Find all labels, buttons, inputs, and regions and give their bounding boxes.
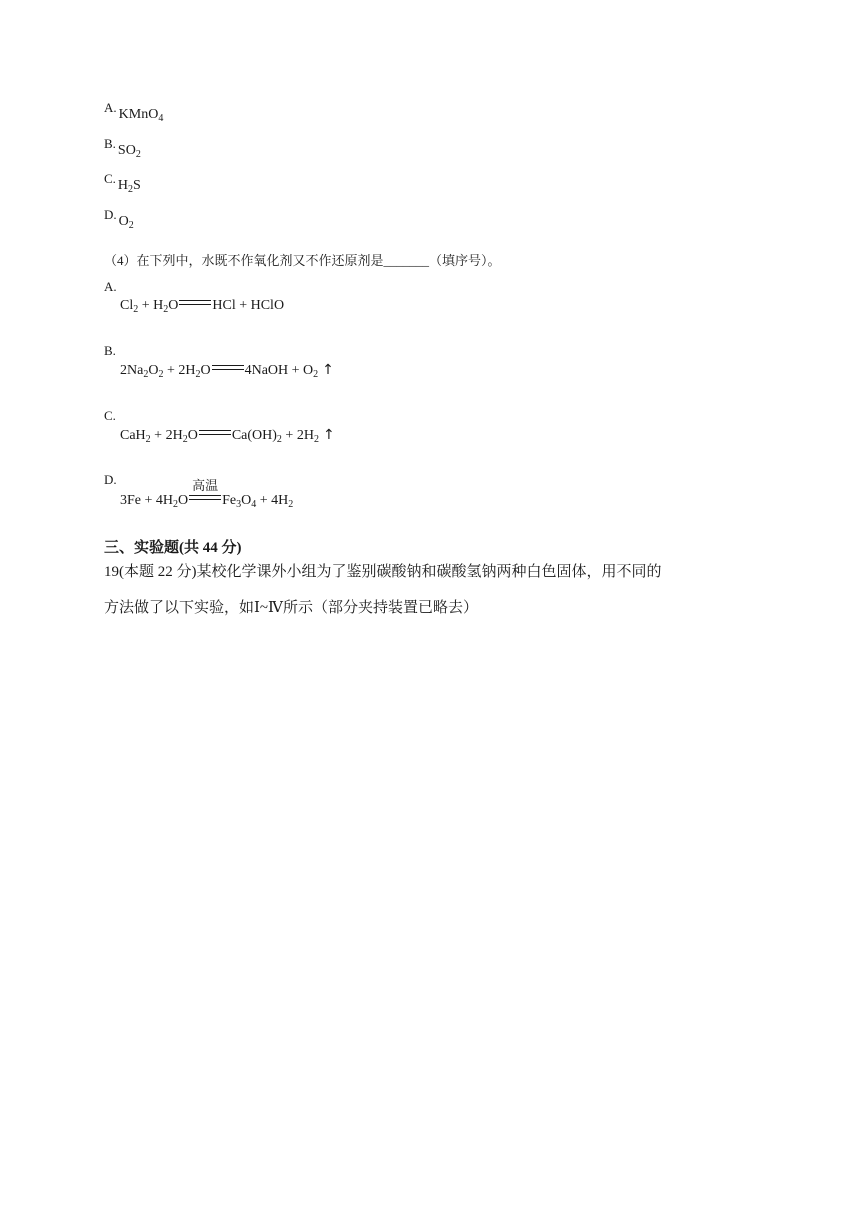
- formula-text: 4NaOH + O: [244, 363, 314, 378]
- equation-left: [120, 298, 178, 313]
- equation-left: [120, 363, 211, 378]
- question-4-text: （4）在下列中，水既不作氧化剂又不作还原剂是_______（填序号）。: [104, 253, 501, 268]
- option-b-q3: [104, 136, 141, 160]
- formula-text: + 4H: [256, 493, 289, 508]
- option-c-q3: [104, 171, 141, 195]
- formula-text: + 2H: [281, 428, 314, 443]
- formula-subscript: 2: [143, 369, 149, 380]
- formula-text: S: [133, 178, 141, 193]
- formula-text: Fe: [222, 493, 237, 508]
- section-title: 三、实验题(共 44 分): [104, 540, 242, 556]
- formula-subscript: 2: [158, 369, 164, 380]
- equation-left: [120, 428, 198, 443]
- double-line-sign: [212, 365, 244, 370]
- question-19-line-1: 19(本题 22 分)某校化学课外小组为了鉴别碳酸钠和碳酸氢钠两种白色固体，用不同的: [104, 564, 662, 580]
- formula-subscript: 2: [182, 434, 188, 445]
- option-d-q3: [104, 207, 134, 231]
- equation-a: [120, 298, 284, 314]
- formula-text: + 2H: [163, 363, 196, 378]
- option-a-q3: [104, 100, 164, 124]
- formula-text: SO: [117, 143, 136, 158]
- option-letter: A.: [104, 100, 117, 115]
- option-letter: C.: [104, 171, 116, 186]
- formula-subscript: 4: [251, 499, 257, 510]
- equation-right: [245, 363, 319, 378]
- formula-subscript: 3: [236, 499, 242, 510]
- formula-subscript: 2: [313, 369, 319, 380]
- equation-right: [232, 428, 319, 443]
- question-19-line-2: 方法做了以下实验，如Ⅰ~Ⅳ所示（部分夹持装置已略去）: [104, 600, 479, 616]
- equation-right: [212, 298, 284, 313]
- formula-subscript: 2: [163, 304, 169, 315]
- formula-subscript: 2: [313, 434, 319, 445]
- equation-b: [120, 362, 334, 379]
- equation-d-label: D.: [104, 472, 117, 487]
- formula-text: O: [178, 493, 189, 508]
- formula-text: H: [117, 178, 129, 193]
- formula-text: HCl + HClO: [212, 298, 285, 313]
- formula-subscript: 2: [195, 369, 201, 380]
- formula-subscript: 2: [288, 499, 294, 510]
- formula-subscript: 2: [135, 149, 141, 160]
- gas-arrow-icon: ↑: [322, 427, 335, 443]
- formula-text: 3Fe + 4H: [120, 493, 174, 508]
- formula-subscript: 4: [158, 113, 164, 124]
- formula-text: 2Na: [120, 363, 144, 378]
- option-formula: [118, 178, 141, 193]
- option-formula: [119, 214, 134, 229]
- option-letter: B.: [104, 136, 116, 151]
- formula-subscript: 2: [133, 304, 139, 315]
- option-formula: [119, 107, 164, 122]
- formula-text: + H: [138, 298, 164, 313]
- equation-d: [120, 478, 294, 510]
- formula-subscript: 2: [128, 220, 134, 231]
- double-line-sign: [189, 478, 221, 500]
- gas-arrow-icon: ↑: [322, 362, 334, 378]
- formula-text: CaH: [120, 428, 146, 443]
- formula-subscript: 2: [128, 184, 134, 195]
- equation-c: [120, 427, 335, 444]
- double-line-sign: [199, 430, 231, 435]
- formula-subscript: 2: [145, 434, 151, 445]
- formula-text: Cl: [120, 298, 134, 313]
- reaction-condition: 高温: [192, 478, 219, 493]
- formula-text: KMnO: [118, 107, 159, 122]
- equation-right: [222, 493, 293, 508]
- formula-text: + 2H: [150, 428, 183, 443]
- option-letter: D.: [104, 207, 117, 222]
- equation-left: [120, 493, 188, 508]
- formula-text: O: [118, 214, 129, 229]
- formula-text: O: [200, 363, 211, 378]
- formula-text: O: [187, 428, 198, 443]
- equation-a-label: A.: [104, 279, 117, 294]
- formula-subscript: 2: [173, 499, 179, 510]
- formula-text: O: [241, 493, 252, 508]
- equation-b-label: B.: [104, 343, 116, 358]
- double-line-sign: [179, 300, 211, 305]
- equation-c-label: C.: [104, 408, 116, 423]
- option-formula: [118, 143, 141, 158]
- formula-text: O: [168, 298, 179, 313]
- formula-subscript: 2: [276, 434, 282, 445]
- formula-text: Ca(OH): [231, 428, 277, 443]
- formula-text: O: [148, 363, 159, 378]
